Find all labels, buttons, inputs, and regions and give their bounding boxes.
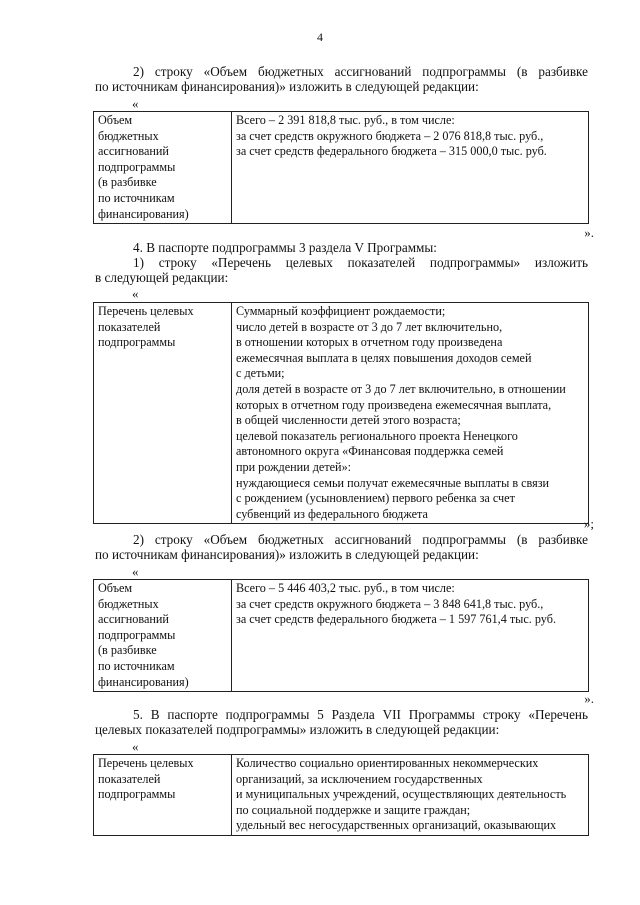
content-line: субвенций из федерального бюджета bbox=[236, 506, 428, 521]
section-4-paragraph bbox=[95, 707, 588, 737]
label-line: показателей bbox=[98, 319, 161, 334]
open-quote: « bbox=[132, 96, 139, 111]
content-line: Суммарный коэффициент рождаемости; bbox=[236, 304, 446, 318]
table-row bbox=[94, 303, 589, 524]
label-line: показателей bbox=[98, 771, 161, 786]
indicators-table-1 bbox=[93, 302, 589, 524]
content-line: за счет средств окружного бюджета – 2 076 818,8 тыс. руб., bbox=[236, 128, 544, 143]
row-content-cell bbox=[232, 112, 589, 224]
content-line: автономного округа «Финансовая поддержка семей bbox=[236, 444, 504, 459]
content-line: Количество социально ориентированных некоммерческих bbox=[236, 756, 539, 770]
row-label-cell bbox=[94, 303, 232, 524]
label-line: ассигнований bbox=[98, 612, 169, 627]
label-line: Перечень целевых bbox=[98, 756, 194, 770]
content-line: в общей численности детей этого возраста; bbox=[236, 413, 461, 428]
paragraph-line: по источникам финансирования)» изложить в следующей редакции: bbox=[95, 79, 479, 94]
label-line: по источникам bbox=[98, 658, 175, 673]
content-line: ежемесячная выплата в целях повышения доходов семей bbox=[236, 350, 532, 365]
label-line: подпрограммы bbox=[98, 335, 176, 350]
paragraph-line: 2) строку «Объем бюджетных ассигнований подпрограммы (в разбивке bbox=[133, 64, 588, 79]
content-line: целевой показатель регионального проекта Ненецкого bbox=[236, 428, 518, 443]
budget-table-1 bbox=[93, 111, 589, 224]
row-label-cell bbox=[94, 580, 232, 692]
content-line: организаций, за исключением государственных bbox=[236, 771, 483, 786]
label-line: по источникам bbox=[98, 190, 175, 205]
content-line: в отношении которых в отчетном году произведена bbox=[236, 335, 503, 350]
paragraph-line: по источникам финансирования)» изложить в следующей редакции: bbox=[95, 547, 479, 562]
content-line: за счет средств окружного бюджета – 3 848 641,8 тыс. руб., bbox=[236, 596, 544, 611]
label-line: подпрограммы bbox=[98, 787, 176, 802]
page-number: 4 bbox=[317, 30, 323, 44]
content-line: с детьми; bbox=[236, 366, 285, 381]
paragraph-line: 5. В паспорте подпрограммы 5 Раздела VII Программы строку «Перечень bbox=[133, 707, 588, 722]
content-line: за счет средств федерального бюджета – 315 000,0 тыс. руб. bbox=[236, 144, 547, 159]
label-line: финансирования) bbox=[98, 206, 189, 221]
content-line: число детей в возрасте от 3 до 7 лет включительно, bbox=[236, 319, 503, 334]
content-line: Всего – 2 391 818,8 тыс. руб., в том числе: bbox=[236, 113, 455, 127]
paragraph-line: 1) строку «Перечень целевых показателей подпрограммы» изложить bbox=[133, 255, 588, 270]
table-row bbox=[94, 112, 589, 224]
paragraph-line: 2) строку «Объем бюджетных ассигнований подпрограммы (в разбивке bbox=[133, 532, 588, 547]
indicators-table-2 bbox=[93, 754, 589, 836]
label-line: подпрограммы bbox=[98, 627, 176, 642]
content-line: при рождении детей»: bbox=[236, 459, 352, 474]
label-line: бюджетных bbox=[98, 596, 159, 611]
row-content-cell bbox=[232, 755, 589, 836]
label-line: (в разбивке bbox=[98, 643, 157, 658]
section-3-paragraph bbox=[95, 532, 588, 562]
close-quote: ». bbox=[584, 691, 594, 706]
open-quote: « bbox=[132, 564, 139, 579]
section-2-heading bbox=[95, 240, 588, 255]
section-2-paragraph bbox=[95, 255, 588, 285]
open-quote: « bbox=[132, 286, 139, 301]
close-quote: ». bbox=[584, 225, 594, 240]
label-line: Объем bbox=[98, 581, 133, 595]
label-line: Перечень целевых bbox=[98, 304, 194, 318]
content-line: и муниципальных учреждений, осуществляющих деятельность bbox=[236, 787, 567, 802]
budget-table-2 bbox=[93, 579, 589, 692]
label-line: (в разбивке bbox=[98, 175, 157, 190]
row-content-cell bbox=[232, 580, 589, 692]
label-line: финансирования) bbox=[98, 674, 189, 689]
label-line: ассигнований bbox=[98, 144, 169, 159]
table-row bbox=[94, 580, 589, 692]
content-line: за счет средств федерального бюджета – 1 597 761,4 тыс. руб. bbox=[236, 612, 556, 627]
content-line: с рождением (усыновлением) первого ребенка за счет bbox=[236, 491, 515, 506]
label-line: подпрограммы bbox=[98, 159, 176, 174]
content-line: удельный вес негосударственных организаций, оказывающих bbox=[236, 818, 557, 833]
row-content-cell bbox=[232, 303, 589, 524]
content-line: которых в отчетном году произведена ежемесячная выплата, bbox=[236, 397, 552, 412]
label-line: бюджетных bbox=[98, 128, 159, 143]
content-line: Всего – 5 446 403,2 тыс. руб., в том числе: bbox=[236, 581, 455, 595]
section-1-paragraph bbox=[95, 64, 588, 94]
content-line: доля детей в возрасте от 3 до 7 лет включительно, в отношении bbox=[236, 381, 566, 396]
open-quote: « bbox=[132, 739, 139, 754]
row-label-cell bbox=[94, 112, 232, 224]
label-line: Объем bbox=[98, 113, 133, 127]
content-line: по социальной поддержке и защите граждан; bbox=[236, 802, 471, 817]
paragraph-line: целевых показателей подпрограммы» изложить в следующей редакции: bbox=[95, 722, 500, 737]
close-quote: »; bbox=[583, 516, 594, 531]
paragraph-line: в следующей редакции: bbox=[95, 270, 229, 285]
content-line: нуждающиеся семьи получат ежемесячные выплаты в связи bbox=[236, 475, 550, 490]
row-label-cell bbox=[94, 755, 232, 836]
table-row bbox=[94, 755, 589, 836]
heading-text: 4. В паспорте подпрограммы 3 раздела V Программы: bbox=[133, 240, 437, 255]
